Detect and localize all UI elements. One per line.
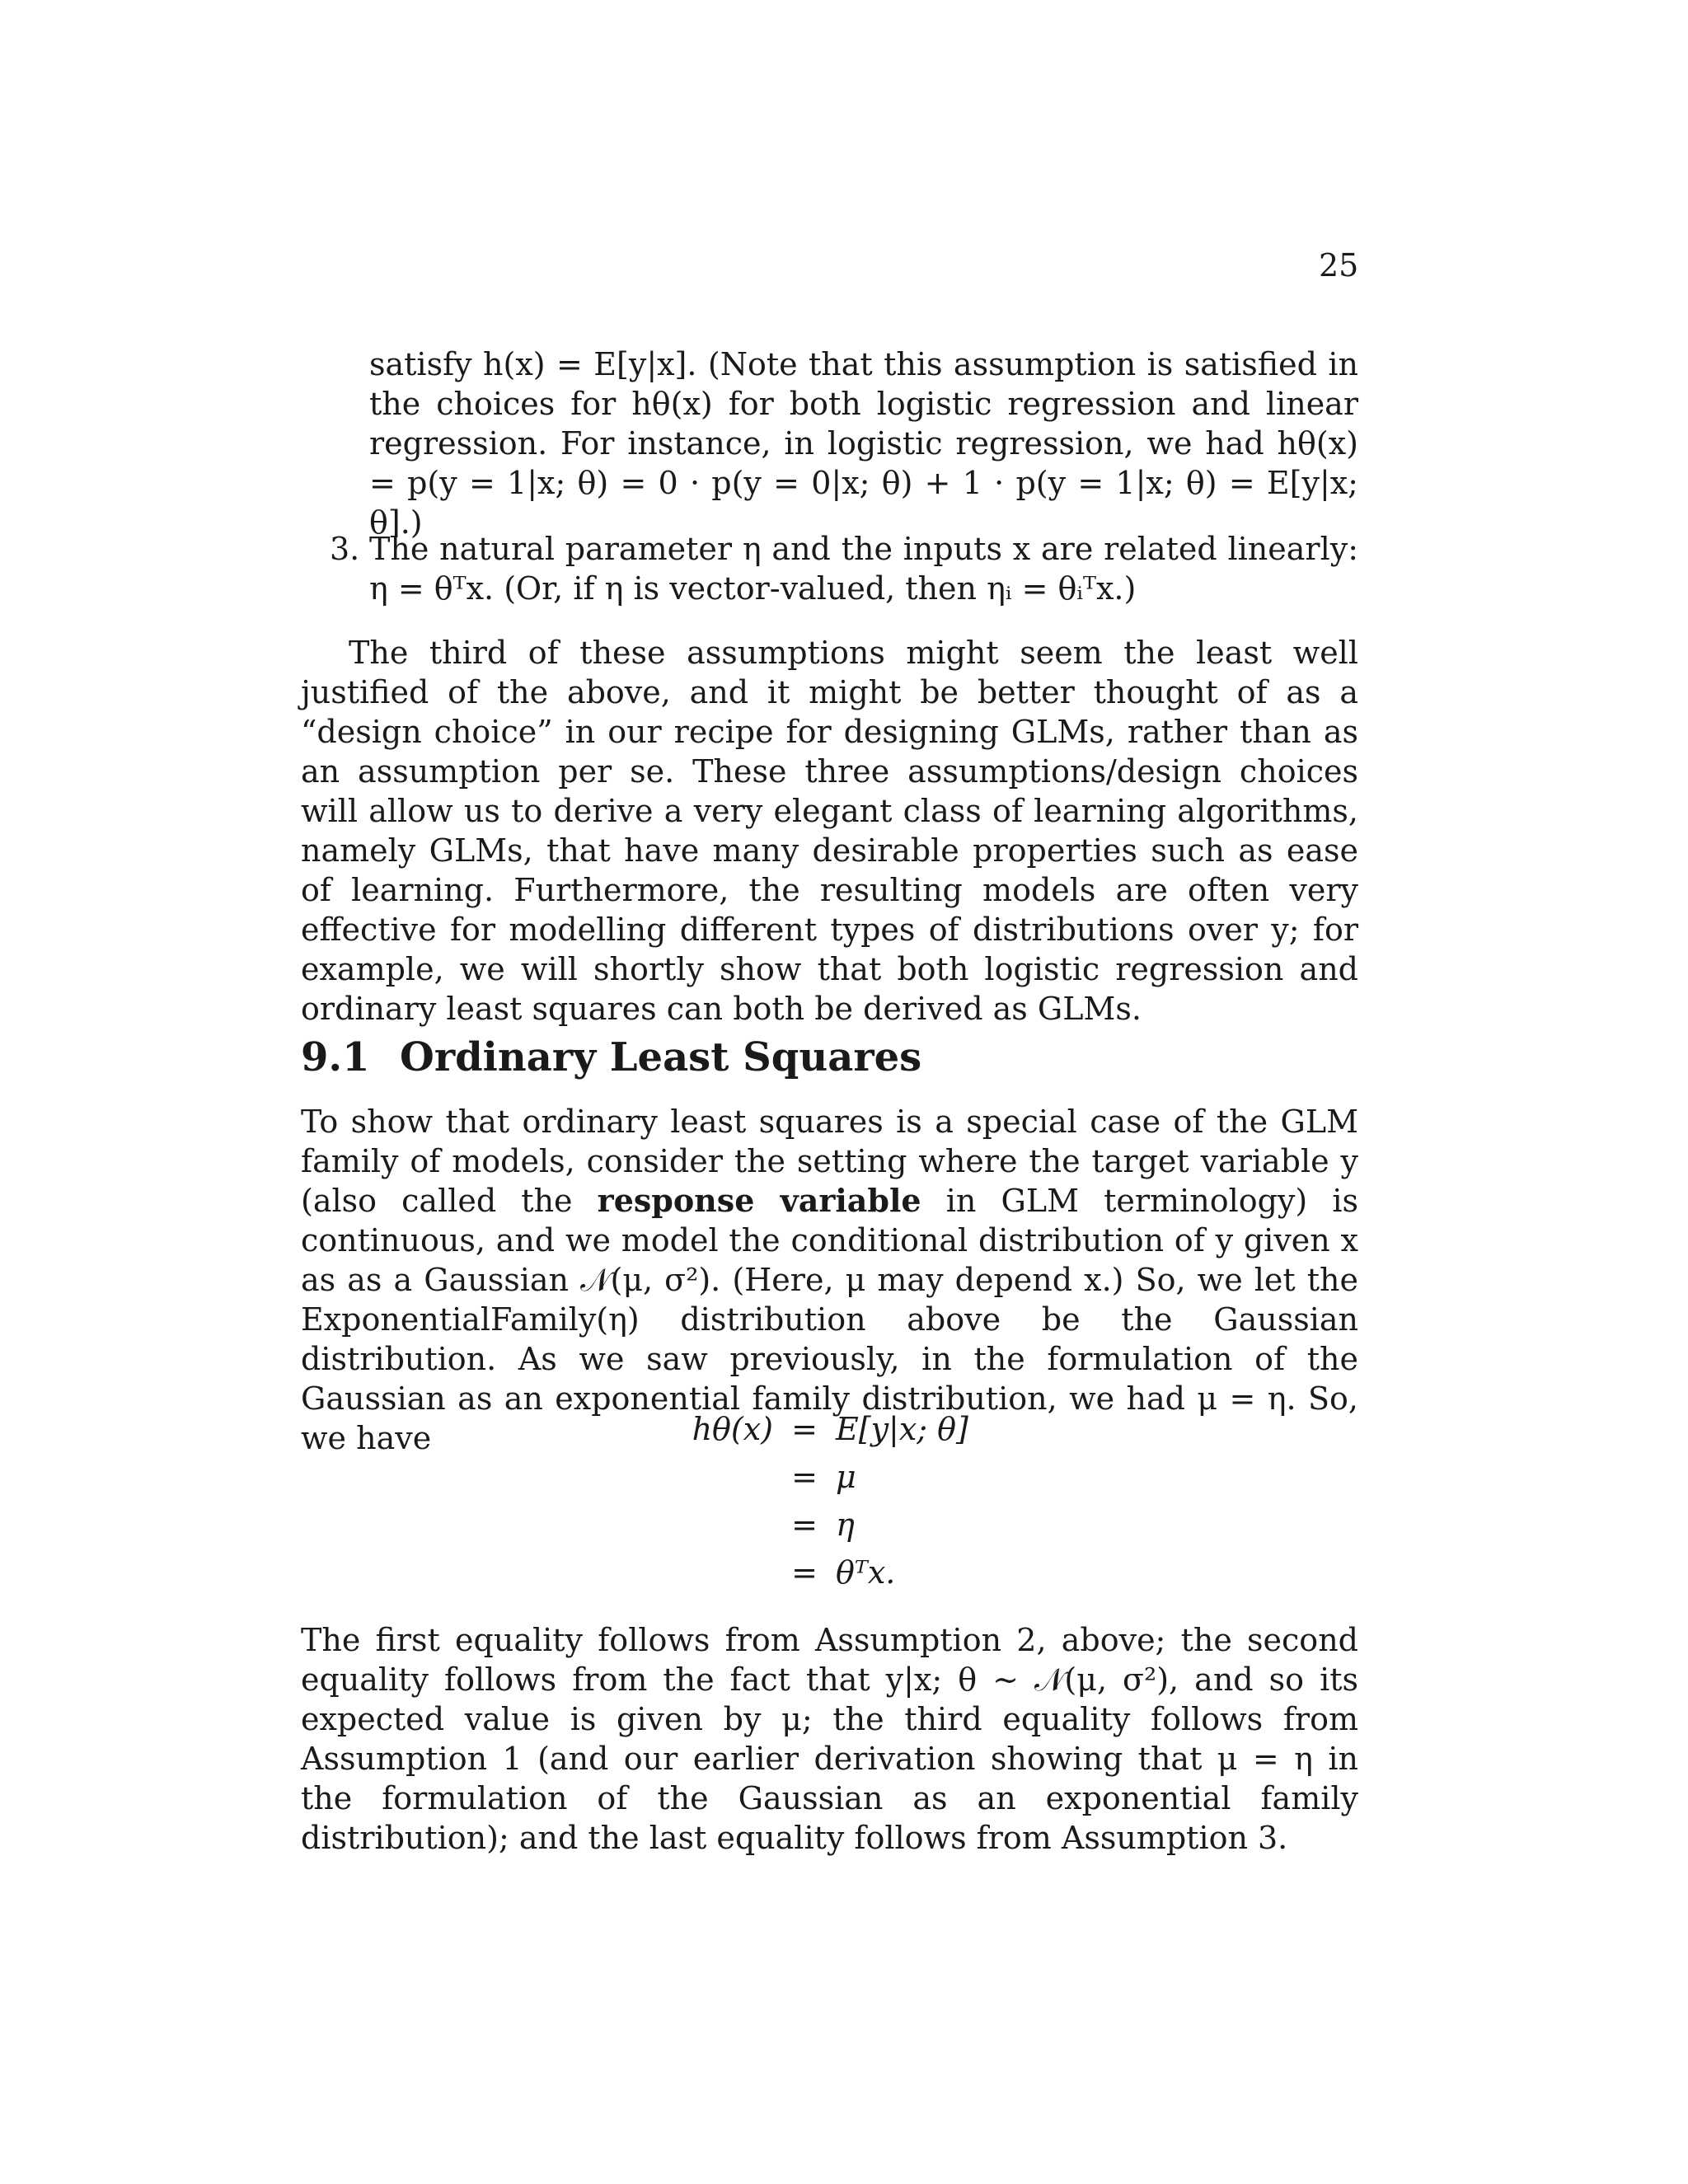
- equation-rhs: E[y|x; θ]: [836, 1411, 968, 1447]
- section-title: Ordinary Least Squares: [400, 1034, 922, 1080]
- equation-row: [676, 1501, 1137, 1549]
- equals-sign: =: [791, 1554, 818, 1591]
- bold-term: response variable: [597, 1182, 921, 1219]
- equation-row: [676, 1453, 1137, 1501]
- equation-rhs: μ: [836, 1459, 856, 1495]
- equation-row: [676, 1405, 1137, 1453]
- equation-rhs: η: [836, 1507, 855, 1543]
- equals-sign: =: [791, 1507, 818, 1543]
- section-heading: [301, 1034, 921, 1080]
- equals-sign: =: [791, 1459, 818, 1495]
- equation-row: [676, 1549, 1137, 1596]
- paragraph-text: To show that ordinary least squares is a special case of the GLM family of models, consider the setting where the target variable y (also called the: [301, 1104, 1358, 1219]
- equals-sign: =: [791, 1411, 818, 1447]
- body-paragraph: The third of these assumptions might seem the least well justified of the above, and it might be better thought of as a “design choice” in our recipe for designing GLMs, rather than as an assumption per se. These three assumptions/design choices will allow us to derive a very elegant class of learning algorithms, namely GLMs, that have many desirable properties such as ease of learning. Furthermore, the resulting models are often very effective for modelling different types of distributions over y; for example, we will shortly show that both logistic regression and ordinary least squares can both be derived as GLMs.: [301, 635, 1358, 1027]
- section-number: 9.1: [301, 1034, 370, 1080]
- equation-rhs: θᵀx.: [836, 1554, 896, 1591]
- list-item-2-continuation: satisfy h(x) = E[y|x]. (Note that this assumption is satisfied in the choices for hθ(x) for both logistic regression and linear regression. For instance, in logistic regression, we had hθ(x) = p(y = 1|x; θ) = 0 · p(y = 0|x; θ) + 1 · p(y = 1|x; θ) = E[y|x; θ].): [369, 346, 1358, 541]
- list-item-3-text: The natural parameter η and the inputs x are related linearly: η = θᵀx. (Or, if η is vector-valued, then ηᵢ = θᵢᵀx.): [369, 531, 1358, 607]
- paragraph-text: in GLM terminology) is continuous, and we model the conditional distribution of y given x as as a Gaussian 𝒩(μ, σ²). (Here, μ may depend x.) So, we let the ExponentialFamily(η) distribution above be the Gaussian distribution. As we saw previously, in the formulation of the Gaussian as an exponential family distribution, we had μ = η. So, we have: [301, 1183, 1358, 1456]
- display-equation: [676, 1405, 1137, 1596]
- body-paragraph: The first equality follows from Assumption 2, above; the second equality follows from the fact that y|x; θ ∼ 𝒩(μ, σ²), and so its expected value is given by μ; the third equality follows from Assumption 1 (and our earlier derivation showing that μ = η in the formulation of the Gaussian as an exponential family distribution); and the last equality follows from Assumption 3.: [301, 1622, 1358, 1856]
- list-item-number: 3.: [330, 531, 360, 567]
- equation-lhs: hθ(x): [692, 1411, 773, 1447]
- page-number: 25: [1319, 247, 1359, 284]
